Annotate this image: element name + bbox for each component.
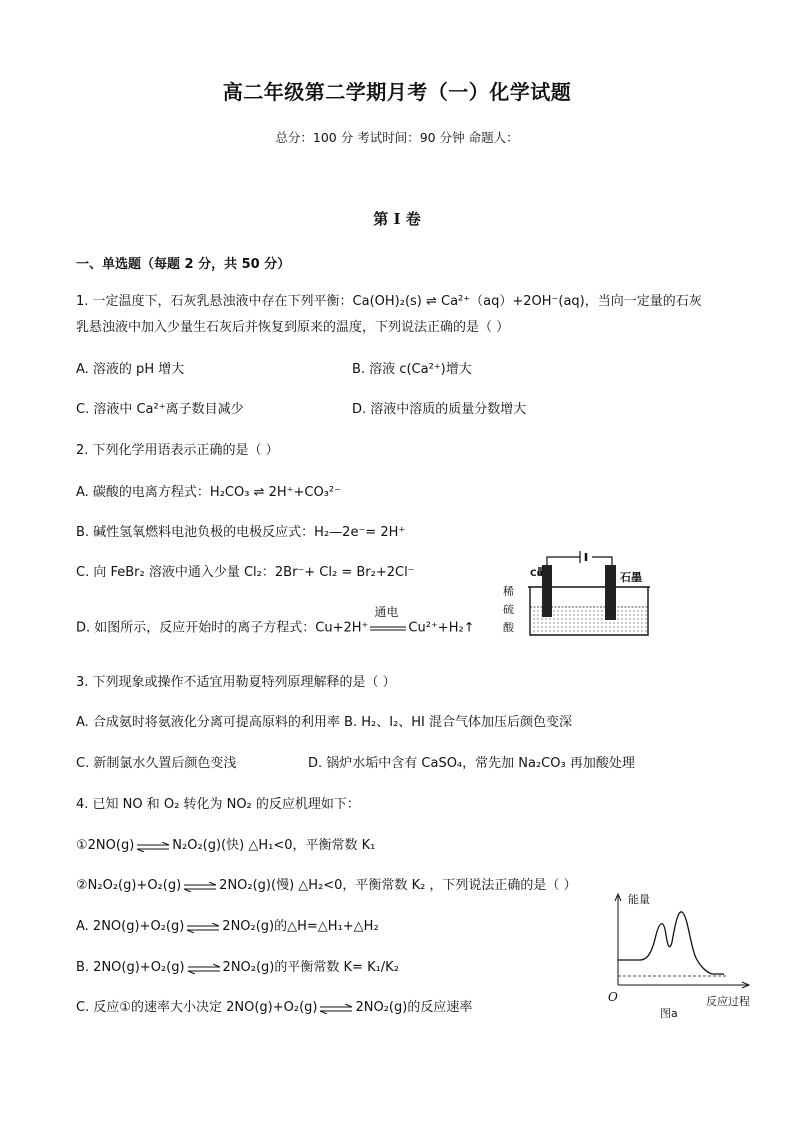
energy-figure-caption: 图a	[660, 1007, 678, 1020]
q4-r1-left: ①2NO(g)	[76, 838, 135, 853]
q4-stem: 4. 已知 NO 和 O₂ 转化为 NO₂ 的反应机理如下：	[76, 797, 360, 812]
graphite-electrode-label: 石墨	[620, 571, 642, 584]
q2-option-b: B. 碱性氢氧燃料电池负极的电极反应式：H₂—2e⁻= 2H⁺	[76, 525, 406, 540]
equilibrium-arrow-icon	[317, 1003, 355, 1013]
electrolysis-label: 通电	[374, 605, 399, 619]
q2-option-a: A. 碳酸的电离方程式：H₂CO₃ ⇌ 2H⁺+CO₃²⁻	[76, 485, 341, 500]
q4-c-left: C. 反应①的速率大小决定 2NO(g)+O₂(g)	[76, 1000, 318, 1015]
q3-option-c: C. 新制氯水久置后颜色变浅	[76, 756, 237, 771]
q1-option-c: C. 溶液中 Ca²⁺离子数目减少	[76, 402, 244, 417]
double-line-icon	[368, 620, 408, 636]
q4-r2-left: ②N₂O₂(g)+O₂(g)	[76, 878, 182, 893]
section-heading: 一、单选题（每题 2 分，共 50 分）	[76, 257, 291, 272]
equilibrium-arrow-icon	[184, 922, 222, 932]
electrolysis-arrow	[368, 605, 408, 636]
q3-option-ab: A. 合成氨时将氨液化分离可提高原料的利用率 B. H₂、I₂、HI 混合气体加压后颜色变深	[76, 715, 573, 730]
q1-option-b: B. 溶液 c(Ca²⁺)增大	[352, 362, 472, 377]
q1-stem-line1: 1. 一定温度下，石灰乳悬浊液中存在下列平衡：Ca(OH)₂(s) ⇌ Ca²⁺（aq）+2OH⁻(aq)，当向一定量的石灰	[76, 294, 702, 309]
q1-option-d: D. 溶液中溶质的质量分数增大	[352, 402, 527, 417]
energy-x-label: 反应过程	[706, 995, 750, 1008]
equilibrium-arrow-icon	[134, 841, 172, 851]
q1-option-a: A. 溶液的 pH 增大	[76, 362, 185, 377]
q4-b-left: B. 2NO(g)+O₂(g)	[76, 960, 185, 975]
q4-r2-right: 2NO₂(g)(慢) △H₂<0，平衡常数 K₂ ，下列说法正确的是（ ）	[219, 878, 577, 893]
exam-info: 总分：100 分 考试时间：90 分钟 命题人：	[275, 130, 519, 145]
q4-a-left: A. 2NO(g)+O₂(g)	[76, 919, 185, 934]
q4-reaction-2	[76, 878, 577, 894]
q4-c-right: 2NO₂(g)的反应速率	[355, 1000, 473, 1015]
q4-option-c	[76, 1000, 472, 1016]
equilibrium-arrow-icon	[185, 963, 223, 973]
q3-option-d: D. 锅炉水垢中含有 CaSO₄，常先加 Na₂CO₃ 再加酸处理	[308, 756, 635, 771]
equilibrium-arrow-icon	[181, 881, 219, 891]
q2-d-prefix: D. 如图所示，反应开始时的离子方程式：Cu+2H⁺	[76, 620, 369, 636]
q3-stem: 3. 下列现象或操作不适宜用勒夏特列原理解释的是（ ）	[76, 675, 396, 690]
volume-heading: 第 I 卷	[373, 210, 421, 228]
energy-origin-label: O	[608, 990, 618, 1004]
electrolyte-label-3: 酸	[503, 621, 514, 634]
q4-a-right: 2NO₂(g)的△H=△H₁+△H₂	[222, 919, 379, 934]
page-title: 高二年级第二学期月考（一）化学试题	[222, 80, 572, 104]
cu-electrode-label: Cu	[530, 569, 544, 579]
energy-curve	[618, 912, 724, 974]
energy-profile-figure	[600, 890, 760, 1000]
q4-option-a	[76, 919, 379, 935]
q2-d-suffix: Cu²⁺+H₂↑	[408, 620, 475, 636]
electrolyte-label-2: 硫	[503, 603, 514, 616]
q4-reaction-1	[76, 838, 375, 854]
q4-option-b	[76, 960, 399, 976]
q2-option-d	[76, 605, 475, 637]
q4-b-right: 2NO₂(g)的平衡常数 K= K₁/K₂	[222, 960, 399, 975]
q1-stem-line2: 乳悬浊液中加入少量生石灰后并恢复到原来的温度，下列说法正确的是（ ）	[76, 320, 510, 335]
energy-y-label: 能量	[628, 893, 650, 906]
q4-r1-right: N₂O₂(g)(快) △H₁<0，平衡常数 K₁	[172, 838, 376, 853]
electrolyte-label-1: 稀	[503, 585, 514, 598]
q2-option-c: C. 向 FeBr₂ 溶液中通入少量 Cl₂：2Br⁻+ Cl₂ = Br₂+2Cl⁻	[76, 565, 415, 580]
electrolytic-cell-figure	[500, 545, 680, 645]
q2-stem: 2. 下列化学用语表示正确的是（ ）	[76, 443, 279, 458]
